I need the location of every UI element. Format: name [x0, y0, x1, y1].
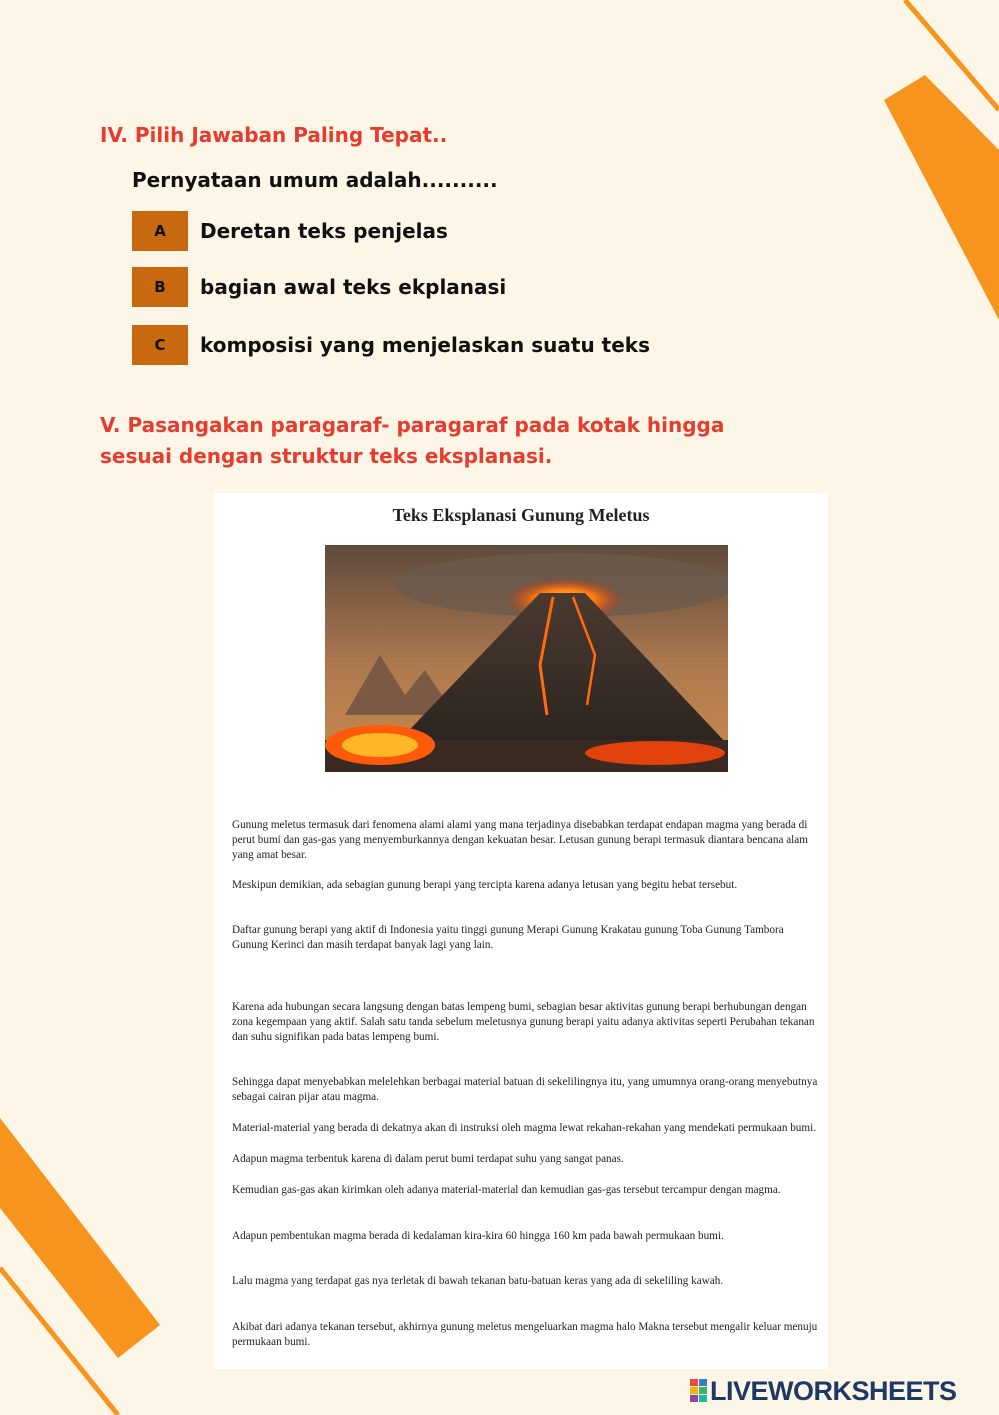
option-a[interactable]	[132, 211, 448, 251]
option-a-text: Deretan teks penjelas	[200, 219, 448, 243]
option-c[interactable]	[132, 325, 650, 365]
document-title: Teks Eksplanasi Gunung Meletus	[392, 505, 650, 525]
paragraph-4[interactable]: Karena ada hubungan secara langsung dengan batas lempeng bumi, sebagian besar aktivitas gunung berapi berhubungan dengan zona kegempaan yang aktif. Salah satu tanda sebelum meletusnya gunung berapi yaitu adanya aktivitas seperti Perubahan tekanan dan suhu signifikan pada batas lempeng bumi.	[232, 1001, 815, 1043]
section-v-title: V. Pasangakan paragaraf- paragaraf pada kotak hingga sesuai dengan struktur teks eksplanasi.	[100, 413, 725, 468]
paragraph-7[interactable]: Adapun magma terbentuk karena di dalam perut bumi terdapat suhu yang sangat panas.	[232, 1153, 624, 1165]
explanation-text-document	[214, 493, 828, 1369]
option-c-badge[interactable]: C	[132, 325, 188, 365]
volcano-image	[325, 545, 728, 772]
liveworksheets-logo-icon	[690, 1379, 708, 1403]
paragraph-1[interactable]: Gunung meletus termasuk dari fenomena alami alami yang mana terjadinya disebabkan terdapat endapan magma yang berada di perut bumi dan gas-gas yang menyemburkannya dengan kekuatan besar. Letusan gunung berapi termasuk diantara bencana alam yang amat besar.	[232, 819, 808, 861]
liveworksheets-brand	[690, 1374, 990, 1408]
paragraph-6[interactable]: Material-material yang berada di dekatnya akan di instruksi oleh magma lewat rekahan-rekahan yang mendekati permukaan bumi.	[232, 1122, 817, 1134]
section-iv-title: IV. Pilih Jawaban Paling Tepat..	[100, 123, 448, 147]
option-b-text: bagian awal teks ekplanasi	[200, 275, 507, 299]
paragraph-3[interactable]: Daftar gunung berapi yang aktif di Indonesia yaitu tinggi gunung Merapi Gunung Krakatau gunung Toba Gunung Tambora Gunung Kerinci dan masih terdapat banyak lagi yang lain.	[232, 924, 784, 951]
paragraph-11[interactable]: Akibat dari adanya tekanan tersebut, akhirnya gunung meletus mengeluarkan magma halo Makna tersebut mengalir keluar menuju permukaan bumi.	[232, 1321, 818, 1348]
paragraph-5[interactable]: Sehingga dapat menyebabkan melelehkan berbagai material batuan di sekelilingnya itu, yang umumnya orang-orang menyebutnya sebagai cairan pijar atau magma.	[232, 1076, 818, 1103]
top-right-thick-stripe	[884, 75, 999, 320]
option-b[interactable]	[132, 267, 506, 307]
option-a-badge[interactable]: A	[132, 211, 188, 251]
option-b-badge[interactable]: B	[132, 267, 188, 307]
question-text: Pernyataan umum adalah..........	[132, 168, 498, 192]
paragraph-10[interactable]: Lalu magma yang terdapat gas nya terletak di bawah tekanan batu-batuan keras yang ada di sekeliling kawah.	[232, 1275, 724, 1287]
paragraph-8[interactable]: Kemudian gas-gas akan kirimkan oleh adanya material-material dan kemudian gas-gas tersebut tercampur dengan magma.	[232, 1184, 781, 1196]
paragraph-9[interactable]: Adapun pembentukan magma berada di kedalaman kira-kira 60 hingga 160 km pada bawah permukaan bumi.	[232, 1230, 724, 1242]
brand-name: LIVEWORKSHEETS	[710, 1375, 957, 1406]
option-c-text: komposisi yang menjelaskan suatu teks	[200, 333, 650, 357]
paragraph-2[interactable]: Meskipun demikian, ada sebagian gunung berapi yang tercipta karena adanya letusan yang begitu hebat tersebut.	[232, 879, 738, 891]
bottom-left-thick-stripe	[0, 1118, 160, 1358]
